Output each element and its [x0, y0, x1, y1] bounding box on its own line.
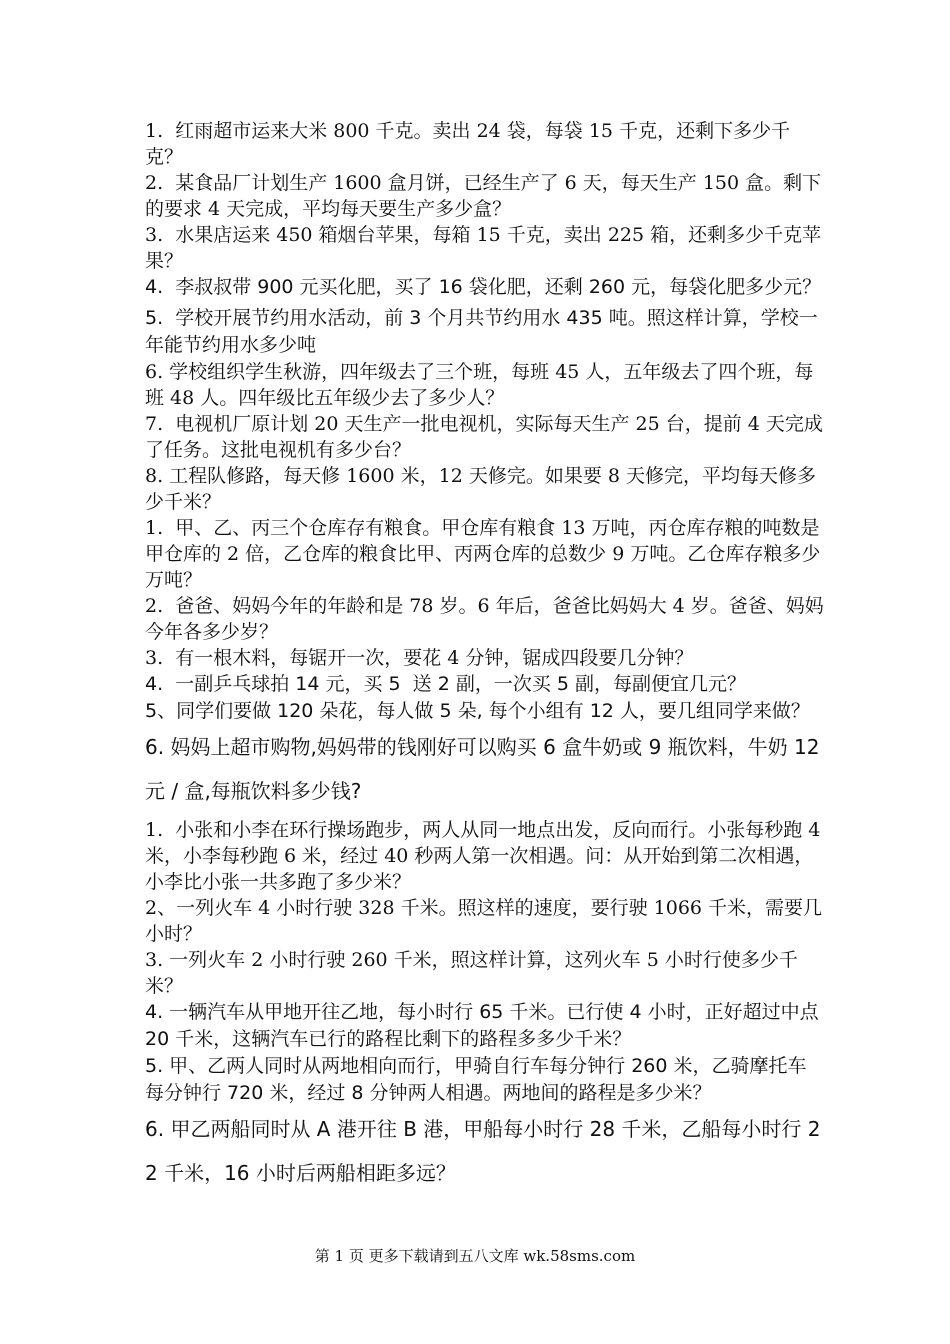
problem-b4-ping-pong: 4. 一副乒乓球拍 14 元，买 5 送 2 副，一次买 5 副，每副便宜几元？: [145, 673, 747, 695]
problem-c6-boats: 6. 甲乙两船同时从 A 港开往 B 港，甲船每小时行 28 千米，乙船每小时行 22 千米，16 小时后两船相距多远？: [145, 1117, 821, 1185]
problem-c1-running-track: 1. 小张和小李在环行操场跑步，两人从同一地点出发，反向而行。小张每秒跑 4 米，小李每秒跑 6 米，经过 40 秒两人第一次相遇。问：从开始到第二次相遇，小李比小张一共多跑了多少米？: [145, 819, 827, 893]
problem-b1-warehouses: 1. 甲、乙、丙三个仓库存有粮食。甲仓库有粮食 13 万吨，丙仓库存粮的吨数是甲仓库的 2 倍，乙仓库的粮食比甲、丙两仓库的总数少 9 万吨。乙仓库存粮多少万吨？: [145, 517, 821, 591]
problem-8-road-repair: 8. 工程队修路，每天修 1600 米，12 天修完。如果要 8 天修完，平均每天修多少千米？: [145, 465, 816, 513]
problem-5-water-saving: 5. 学校开展节约用水活动，前 3 个月共节约用水 435 吨。照这样计算，学校一年能节约用水多少吨: [145, 307, 818, 356]
problem-6-autumn-trip: 6. 学校组织学生秋游，四年级去了三个班，每班 45 人，五年级去了四个班，每班 48 人。四年级比五年级少去了多少人？: [145, 361, 814, 409]
problem-c4-car-midpoint: 4. 一辆汽车从甲地开往乙地，每小时行 65 千米。已行使 4 小时，正好超过中点 20 千米，这辆汽车已行的路程比剩下的路程多多少千米？: [145, 1001, 825, 1050]
problem-b6-milk-drinks: 6. 妈妈上超市购物,妈妈带的钱刚好可以购买 6 盒牛奶或 9 瓶饮料，牛奶 12 元 / 盒,每瓶饮料多少钱?: [145, 735, 826, 803]
problem-c3-train-distance: 3. 一列火车 2 小时行驶 260 千米，照这样计算，这列火车 5 小时行使多少千米？: [145, 949, 798, 997]
problem-c5-meeting: 5. 甲、乙两人同时从两地相向而行，甲骑自行车每分钟行 260 米，乙骑摩托车每分钟行 720 米，经过 8 分钟两人相遇。两地间的路程是多少米？: [145, 1055, 807, 1104]
problem-7-tv-factory: 7. 电视机厂原计划 20 天生产一批电视机，实际每天生产 25 台，提前 4 天完成了任务。这批电视机有多少台？: [145, 413, 823, 461]
problem-b5-flowers: 5、同学们要做 120 朵花，每人做 5 朵, 每个小组有 12 人，要几组同学来做？: [145, 700, 810, 722]
problem-list: [145, 118, 825, 1195]
page-footer: 第 1 页 更多下载请到五八文库 wk.58sms.com: [314, 1247, 636, 1265]
problem-b2-ages: 2. 爸爸、妈妈今年的年龄和是 78 岁。6 年后，爸爸比妈妈大 4 岁。爸爸、妈妈今年各多少岁？: [145, 595, 824, 643]
problem-3-apples: 3. 水果店运来 450 箱烟台苹果，每箱 15 千克，卖出 225 箱，还剩多少千克苹果？: [145, 224, 822, 272]
problem-4-fertilizer: 4. 李叔叔带 900 元买化肥，买了 16 袋化肥，还剩 260 元，每袋化肥多少元？: [145, 276, 822, 298]
problem-c2-train-speed: 2、一列火车 4 小时行驶 328 千米。照这样的速度，要行驶 1066 千米，需要几小时？: [145, 897, 823, 945]
problem-2-mooncakes: 2. 某食品厂计划生产 1600 盒月饼，已经生产了 6 天，每天生产 150 盒。剩下的要求 4 天完成，平均每天要生产多少盒？: [145, 172, 822, 220]
problem-b3-wood-sawing: 3. 有一根木料，每锯开一次，要花 4 分钟，锯成四段要几分钟？: [145, 647, 694, 669]
problem-1-rice: 1. 红雨超市运来大米 800 千克。卖出 24 袋，每袋 15 千克，还剩下多少千克？: [145, 120, 791, 168]
